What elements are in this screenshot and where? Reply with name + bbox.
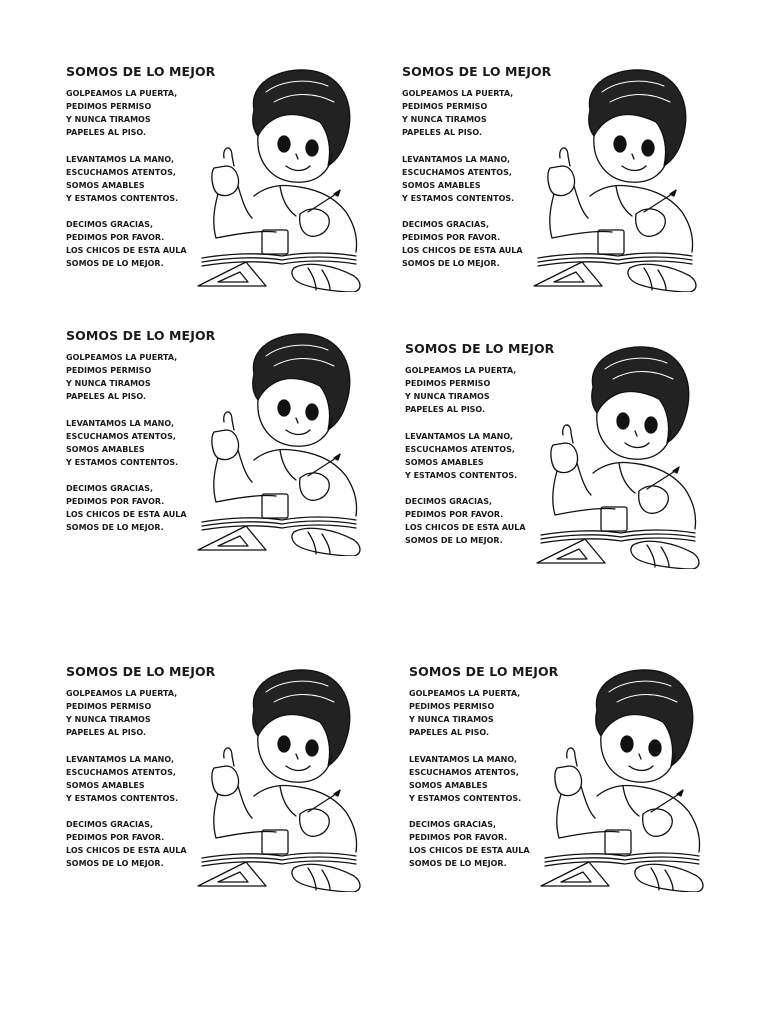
verse-line: PEDIMOS POR FAVOR. xyxy=(66,497,165,506)
stanza-3 xyxy=(66,218,187,270)
poem-title: SOMOS DE LO MEJOR xyxy=(409,664,559,679)
verse-line: PEDIMOS PERMISO xyxy=(409,702,495,711)
verse-line: DECIMOS GRACIAS, xyxy=(402,220,490,229)
verse-line: Y NUNCA TIRAMOS xyxy=(66,379,151,388)
poem-title: SOMOS DE LO MEJOR xyxy=(66,328,216,343)
poem-title: SOMOS DE LO MEJOR xyxy=(66,664,216,679)
poem-card xyxy=(409,664,719,904)
verse-line: PEDIMOS POR FAVOR. xyxy=(66,833,165,842)
stanza-2 xyxy=(402,153,514,205)
verse-line: PEDIMOS POR FAVOR. xyxy=(409,833,508,842)
stanza-2 xyxy=(409,753,521,805)
verse-line: SOMOS AMABLES xyxy=(402,181,481,190)
stanza-1 xyxy=(402,87,513,139)
verse-line: LOS CHICOS DE ESTA AULA xyxy=(66,246,187,255)
verse-line: PEDIMOS POR FAVOR. xyxy=(402,233,501,242)
verse-line: SOMOS DE LO MEJOR. xyxy=(402,259,500,268)
verse-line: LOS CHICOS DE ESTA AULA xyxy=(409,846,530,855)
poem-card xyxy=(405,341,715,581)
verse-line: SOMOS DE LO MEJOR. xyxy=(405,536,503,545)
verse-line: DECIMOS GRACIAS, xyxy=(66,484,154,493)
verse-line: ESCUCHAMOS ATENTOS, xyxy=(66,768,176,777)
verse-line: DECIMOS GRACIAS, xyxy=(405,497,493,506)
verse-line: Y NUNCA TIRAMOS xyxy=(402,115,487,124)
stanza-1 xyxy=(409,687,520,739)
verse-line: LEVANTAMOS LA MANO, xyxy=(66,155,175,164)
poem-title: SOMOS DE LO MEJOR xyxy=(66,64,216,79)
verse-line: DECIMOS GRACIAS, xyxy=(409,820,497,829)
verse-line: PAPELES AL PISO. xyxy=(402,128,483,137)
child-thumbs-up-illustration xyxy=(196,326,366,556)
verse-line: LOS CHICOS DE ESTA AULA xyxy=(402,246,523,255)
stanza-1 xyxy=(405,364,516,416)
verse-line: SOMOS AMABLES xyxy=(405,458,484,467)
verse-line: Y ESTAMOS CONTENTOS. xyxy=(66,458,179,467)
stanza-2 xyxy=(66,417,178,469)
verse-line: GOLPEAMOS LA PUERTA, xyxy=(409,689,521,698)
stanza-2 xyxy=(405,430,517,482)
poem-title: SOMOS DE LO MEJOR xyxy=(405,341,555,356)
verse-line: LOS CHICOS DE ESTA AULA xyxy=(405,523,526,532)
verse-line: PAPELES AL PISO. xyxy=(66,728,147,737)
verse-line: PEDIMOS POR FAVOR. xyxy=(66,233,165,242)
verse-line: PAPELES AL PISO. xyxy=(405,405,486,414)
stanza-3 xyxy=(409,818,530,870)
verse-line: GOLPEAMOS LA PUERTA, xyxy=(66,353,178,362)
stanza-2 xyxy=(66,753,178,805)
stanza-3 xyxy=(66,818,187,870)
verse-line: Y NUNCA TIRAMOS xyxy=(66,115,151,124)
poem-card xyxy=(66,328,376,568)
verse-line: PEDIMOS PERMISO xyxy=(405,379,491,388)
verse-line: ESCUCHAMOS ATENTOS, xyxy=(66,168,176,177)
verse-line: Y ESTAMOS CONTENTOS. xyxy=(66,794,179,803)
verse-line: GOLPEAMOS LA PUERTA, xyxy=(66,89,178,98)
verse-line: Y NUNCA TIRAMOS xyxy=(405,392,490,401)
verse-line: Y ESTAMOS CONTENTOS. xyxy=(402,194,515,203)
verse-line: LOS CHICOS DE ESTA AULA xyxy=(66,846,187,855)
verse-line: PAPELES AL PISO. xyxy=(66,128,147,137)
verse-line: LEVANTAMOS LA MANO, xyxy=(409,755,518,764)
verse-line: Y NUNCA TIRAMOS xyxy=(66,715,151,724)
verse-line: GOLPEAMOS LA PUERTA, xyxy=(402,89,514,98)
stanza-3 xyxy=(402,218,523,270)
stanza-3 xyxy=(66,482,187,534)
verse-line: LEVANTAMOS LA MANO, xyxy=(402,155,511,164)
child-thumbs-up-illustration xyxy=(535,339,705,569)
verse-line: PEDIMOS PERMISO xyxy=(66,366,152,375)
verse-line: ESCUCHAMOS ATENTOS, xyxy=(409,768,519,777)
verse-line: PEDIMOS PERMISO xyxy=(66,702,152,711)
poem-card xyxy=(402,64,712,304)
verse-line: PEDIMOS POR FAVOR. xyxy=(405,510,504,519)
verse-line: SOMOS AMABLES xyxy=(409,781,488,790)
verse-line: SOMOS AMABLES xyxy=(66,781,145,790)
verse-line: LOS CHICOS DE ESTA AULA xyxy=(66,510,187,519)
verse-line: LEVANTAMOS LA MANO, xyxy=(66,419,175,428)
verse-line: SOMOS AMABLES xyxy=(66,445,145,454)
verse-line: PEDIMOS PERMISO xyxy=(66,102,152,111)
child-thumbs-up-illustration xyxy=(532,62,702,292)
verse-line: DECIMOS GRACIAS, xyxy=(66,220,154,229)
verse-line: SOMOS DE LO MEJOR. xyxy=(66,523,164,532)
verse-line: SOMOS AMABLES xyxy=(66,181,145,190)
verse-line: GOLPEAMOS LA PUERTA, xyxy=(66,689,178,698)
poem-title: SOMOS DE LO MEJOR xyxy=(402,64,552,79)
poem-card xyxy=(66,664,376,904)
verse-line: SOMOS DE LO MEJOR. xyxy=(66,859,164,868)
verse-line: DECIMOS GRACIAS, xyxy=(66,820,154,829)
verse-line: SOMOS DE LO MEJOR. xyxy=(409,859,507,868)
stanza-1 xyxy=(66,351,177,403)
verse-line: Y ESTAMOS CONTENTOS. xyxy=(409,794,522,803)
poem-card xyxy=(66,64,376,304)
verse-line: Y ESTAMOS CONTENTOS. xyxy=(66,194,179,203)
verse-line: LEVANTAMOS LA MANO, xyxy=(405,432,514,441)
verse-line: SOMOS DE LO MEJOR. xyxy=(66,259,164,268)
verse-line: PAPELES AL PISO. xyxy=(66,392,147,401)
verse-line: GOLPEAMOS LA PUERTA, xyxy=(405,366,517,375)
verse-line: PEDIMOS PERMISO xyxy=(402,102,488,111)
verse-line: ESCUCHAMOS ATENTOS, xyxy=(405,445,515,454)
child-thumbs-up-illustration xyxy=(196,662,366,892)
verse-line: PAPELES AL PISO. xyxy=(409,728,490,737)
stanza-1 xyxy=(66,87,177,139)
verse-line: Y ESTAMOS CONTENTOS. xyxy=(405,471,518,480)
stanza-3 xyxy=(405,495,526,547)
stanza-1 xyxy=(66,687,177,739)
child-thumbs-up-illustration xyxy=(196,62,366,292)
stanza-2 xyxy=(66,153,178,205)
verse-line: Y NUNCA TIRAMOS xyxy=(409,715,494,724)
child-thumbs-up-illustration xyxy=(539,662,709,892)
verse-line: LEVANTAMOS LA MANO, xyxy=(66,755,175,764)
verse-line: ESCUCHAMOS ATENTOS, xyxy=(66,432,176,441)
verse-line: ESCUCHAMOS ATENTOS, xyxy=(402,168,512,177)
